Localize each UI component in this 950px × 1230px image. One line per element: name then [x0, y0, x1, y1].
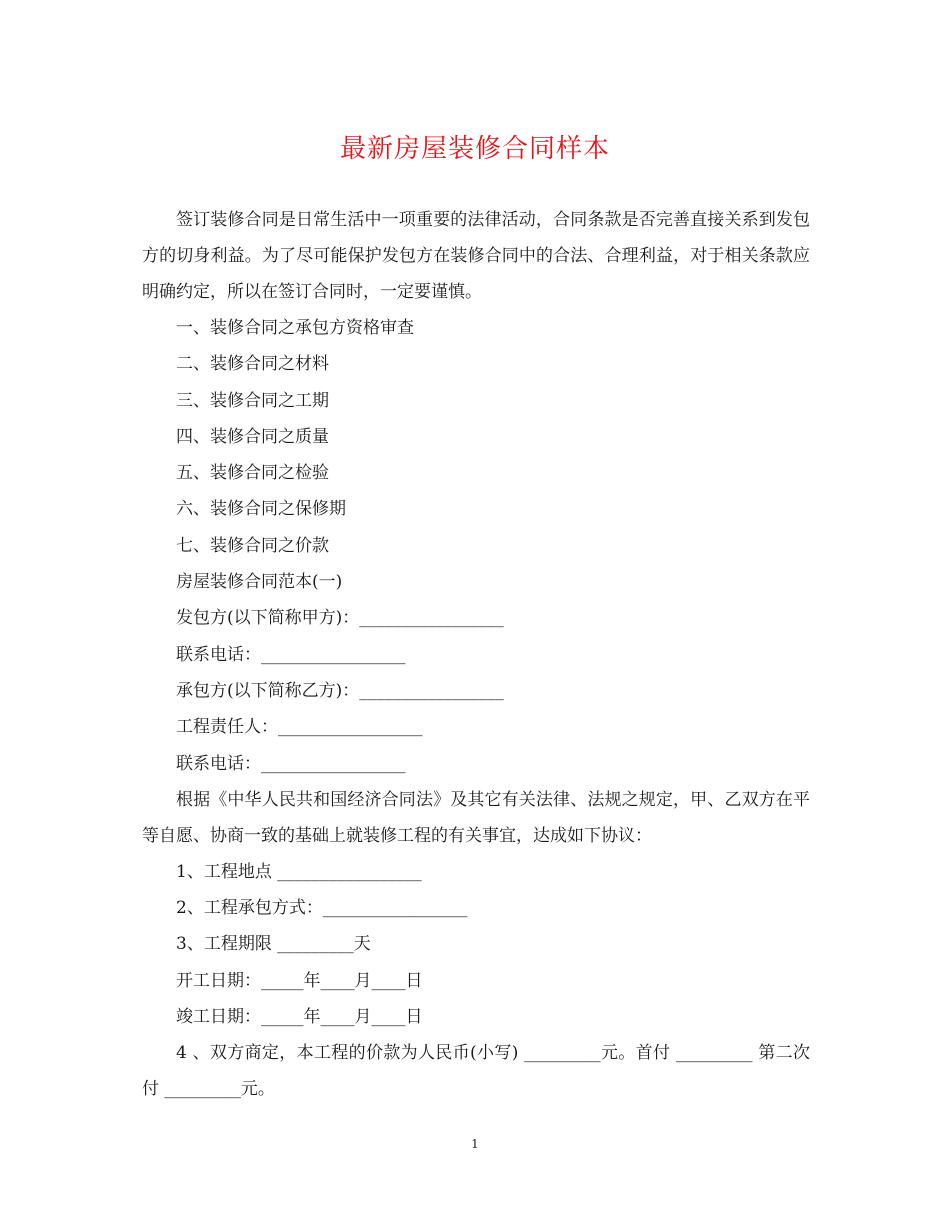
- document-body: [142, 202, 810, 1107]
- page-number: 1: [471, 1137, 479, 1151]
- clause-item: 1、工程地点 _________________: [176, 861, 422, 882]
- section-item: 四、装修合同之质量: [176, 426, 329, 447]
- party-field: 联系电话：_________________: [176, 644, 406, 665]
- clause-item: 竣工日期：_____年____月____日: [176, 1007, 423, 1028]
- party-field: 发包方(以下简称甲方)：_________________: [176, 608, 504, 629]
- clause-item: 开工日期：_____年____月____日: [176, 970, 423, 991]
- sample-heading: 房屋装修合同范本(一): [176, 572, 343, 593]
- section-item: 六、装修合同之保修期: [176, 499, 346, 520]
- party-field: 工程责任人：_________________: [176, 717, 423, 738]
- document-title: 最新房屋装修合同样本: [339, 134, 610, 164]
- section-item: 三、装修合同之工期: [176, 390, 329, 411]
- party-field: 承包方(以下简称乙方)：_________________: [176, 680, 504, 701]
- section-item: 五、装修合同之检验: [176, 463, 329, 484]
- clause-item: 2、工程承包方式：_________________: [176, 898, 468, 919]
- clause-item: 3、工程期限 _________天: [176, 934, 371, 955]
- section-item: 一、装修合同之承包方资格审查: [176, 318, 414, 338]
- intro-paragraph: 签订装修合同是日常生活中一项重要的法律活动，合同条款是否完善直接关系到发包方的切身利益。为了尽可能保护发包方在装修合同中的合法、合理利益，对于相关条款应明确约定，所以在签订合同时，一定要谨慎。: [142, 210, 810, 302]
- party-field: 联系电话：_________________: [176, 753, 406, 774]
- payment-paragraph: 4 、双方商定，本工程的价款为人民币(小写) _________元。首付 _________ 第二次付 _________元。: [142, 1043, 810, 1100]
- section-item: 二、装修合同之材料: [176, 354, 329, 375]
- legal-basis-paragraph: 根据《中华人民共和国经济合同法》及其它有关法律、法规之规定，甲、乙双方在平等自愿、协商一致的基础上就装修工程的有关事宜，达成如下协议：: [142, 789, 810, 846]
- section-item: 七、装修合同之价款: [176, 535, 329, 556]
